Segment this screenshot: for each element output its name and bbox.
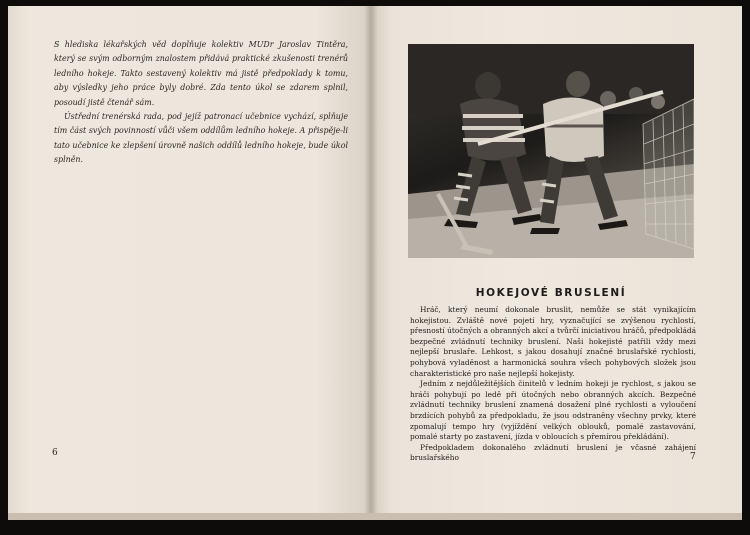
- left-page-text: [54, 38, 348, 168]
- left-paragraph-1: S hlediska lékařských věd doplňuje kolektiv MUDr Jaroslav Tintěra, který se svým odborným znalostem přidává praktické zkušenosti trenérů ledního hokeje. Takto sestavený kolektiv má jistě předpoklady k tomu, aby výsledky jeho práce byly dobré. Zda tento úkol se zdarem splnil, posoudí jistě čtenář sám.: [54, 40, 348, 107]
- hockey-scene-illustration: [408, 44, 694, 258]
- right-page-text: [410, 305, 696, 464]
- book-gutter: [364, 6, 378, 520]
- left-paragraph-2: Ústřední trenérská rada, pod jejíž patronací učebnice vychází, splňuje tím část svých povinností vůči všem oddílům ledního hokeje. A přispěje-li tato učebnice ke zlepšení úrovně našich oddílů ledního hokeje, bude úkol splněn.: [54, 112, 348, 165]
- right-paragraph-2: Jedním z nejdůležitějších činitelů v ledním hokeji je rychlost, s jakou se hráči pohybují po ledě při útočných nebo obranných akcích. Bezpečné zvládnutí techniky bruslení znamená dosažení plné rychlosti a vyloučení brzdících pohybů za předpokladu, že jsou odstraněny všechny prvky, které zpomalují tempo hry (vyjíždění velkých oblouků, pomalé zastavování, pomalé starty po zastavení, jízda v obloucích s přemírou překládání).: [410, 379, 696, 442]
- section-heading: HOKEJOVÉ BRUSLENÍ: [475, 287, 627, 299]
- left-page-number: 6: [52, 448, 58, 458]
- right-paragraph-3: Předpokladem dokonalého zvládnutí bruslení je včasné zahájení bruslařského: [410, 442, 696, 463]
- page-edge: [8, 513, 742, 520]
- right-page-number: 7: [690, 452, 696, 462]
- hockey-photo: [408, 44, 694, 258]
- right-paragraph-1: Hráč, který neumí dokonale bruslit, nemůže se stát vynikajícím hokejistou. Zvláště nové pojetí hry, vyznačující se zvýšenou rychlostí, přesností útočných a obranných akcí a tvůrčí iniciativou hráčů, předpokládá bezpečné zvládnutí techniky bruslení. Naši hokejisté patřili vždy mezi nejlepší bruslaře. Lehkost, s jakou dosahují značné bruslařské rychlosti, pohybová vyladěnost a harmonická souhra všech pohybových složek jsou charakteristické pro naše nejlepší hokejisty.: [410, 305, 696, 378]
